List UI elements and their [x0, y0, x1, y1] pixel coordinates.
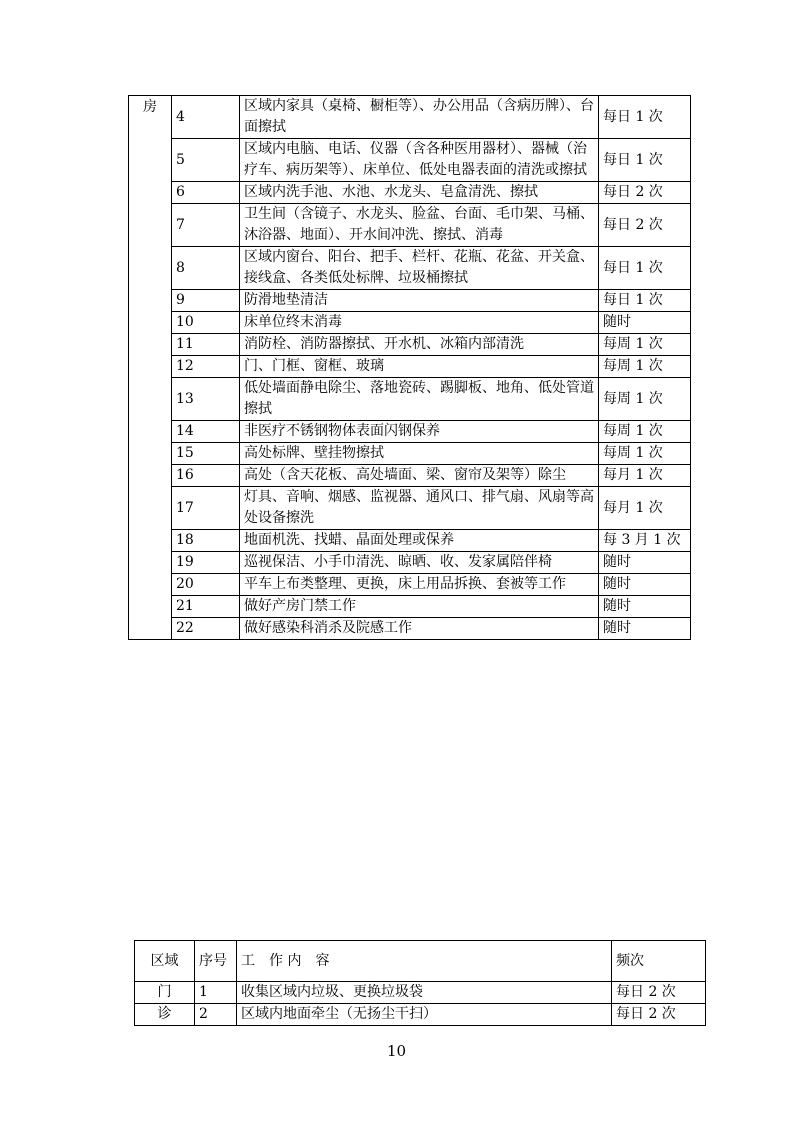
row-frequency: 每日 1 次 — [599, 290, 691, 312]
table-row — [129, 96, 691, 139]
header-region: 区域 — [135, 941, 195, 982]
row-frequency: 随时 — [599, 618, 691, 640]
table-row — [129, 204, 691, 247]
region-cell: 房 — [129, 96, 172, 640]
row-frequency: 每周 1 次 — [599, 334, 691, 356]
row-number: 17 — [172, 487, 240, 530]
row-number: 6 — [172, 182, 240, 204]
row-number: 7 — [172, 204, 240, 247]
row-number: 12 — [172, 356, 240, 378]
header-content: 工 作 内 容 — [237, 941, 612, 982]
table-body — [129, 96, 691, 640]
row-content: 卫生间（含镜子、水龙头、脸盆、台面、毛巾架、马桶、沐浴器、地面）、开水间冲洗、擦拭、消毒 — [240, 204, 599, 247]
table-row — [129, 378, 691, 421]
row-number: 16 — [172, 465, 240, 487]
row-content: 防滑地垫清洁 — [240, 290, 599, 312]
row-frequency: 每日 1 次 — [599, 96, 691, 139]
table-row — [129, 356, 691, 378]
row-frequency: 每周 1 次 — [599, 443, 691, 465]
cleaning-schedule-table-ward — [128, 95, 691, 640]
row-frequency: 随时 — [599, 596, 691, 618]
row-number: 22 — [172, 618, 240, 640]
row-frequency: 每日 2 次 — [612, 982, 706, 1004]
table-body — [135, 941, 706, 1026]
header-number: 序号 — [195, 941, 237, 982]
table-row — [129, 290, 691, 312]
row-frequency: 随时 — [599, 552, 691, 574]
row-content: 区域内窗台、阳台、把手、栏杆、花瓶、花盆、开关盒、接线盒、各类低处标牌、垃圾桶擦拭 — [240, 247, 599, 290]
row-content: 做好感染科消杀及院感工作 — [240, 618, 599, 640]
region-cell: 门 — [135, 982, 195, 1004]
row-content: 巡视保洁、小手巾清洗、晾晒、收、发家属陪伴椅 — [240, 552, 599, 574]
row-frequency: 每日 2 次 — [612, 1004, 706, 1026]
cleaning-schedule-table-clinic — [134, 940, 706, 1026]
table-row — [129, 312, 691, 334]
row-number: 1 — [195, 982, 237, 1004]
row-number: 15 — [172, 443, 240, 465]
row-number: 5 — [172, 139, 240, 182]
row-content: 做好产房门禁工作 — [240, 596, 599, 618]
row-number: 21 — [172, 596, 240, 618]
table-row — [129, 182, 691, 204]
row-frequency: 每日 1 次 — [599, 139, 691, 182]
row-frequency: 每周 1 次 — [599, 378, 691, 421]
row-number: 18 — [172, 530, 240, 552]
row-number: 2 — [195, 1004, 237, 1026]
table-row — [129, 596, 691, 618]
row-content: 消防栓、消防器擦拭、开水机、冰箱内部清洗 — [240, 334, 599, 356]
row-content: 灯具、音响、烟感、监视器、通风口、排气扇、风扇等高处设备擦洗 — [240, 487, 599, 530]
row-frequency: 每月 1 次 — [599, 487, 691, 530]
row-frequency: 随时 — [599, 312, 691, 334]
row-frequency: 随时 — [599, 574, 691, 596]
row-content: 非医疗不锈钢物体表面闪钢保养 — [240, 421, 599, 443]
row-number: 8 — [172, 247, 240, 290]
row-frequency: 每日 1 次 — [599, 247, 691, 290]
row-content: 平车上布类整理、更换，床上用品拆换、套被等工作 — [240, 574, 599, 596]
page-number: 10 — [386, 1042, 407, 1060]
row-content: 收集区域内垃圾、更换垃圾袋 — [237, 982, 612, 1004]
row-content: 区域内地面牵尘（无扬尘干扫） — [237, 1004, 612, 1026]
row-frequency: 每周 1 次 — [599, 421, 691, 443]
table-row — [129, 487, 691, 530]
header-frequency: 频次 — [612, 941, 706, 982]
row-frequency: 每日 2 次 — [599, 182, 691, 204]
row-number: 9 — [172, 290, 240, 312]
row-number: 14 — [172, 421, 240, 443]
row-number: 13 — [172, 378, 240, 421]
row-content: 地面机洗、找蜡、晶面处理或保养 — [240, 530, 599, 552]
row-content: 高处标牌、壁挂物擦拭 — [240, 443, 599, 465]
row-content: 区域内电脑、电话、仪器（含各种医用器材）、器械（治疗车、病历架等）、床单位、低处电器表面的清洗或擦拭 — [240, 139, 599, 182]
table-row — [129, 334, 691, 356]
row-content: 低处墙面静电除尘、落地瓷砖、踢脚板、地角、低处管道擦拭 — [240, 378, 599, 421]
region-cell: 诊 — [135, 1004, 195, 1026]
row-content: 区域内家具（桌椅、橱柜等）、办公用品（含病历牌）、台面擦拭 — [240, 96, 599, 139]
table-row — [129, 574, 691, 596]
row-frequency: 每月 1 次 — [599, 465, 691, 487]
header-row — [135, 941, 706, 982]
row-number: 11 — [172, 334, 240, 356]
row-frequency: 每日 2 次 — [599, 204, 691, 247]
row-content: 床单位终末消毒 — [240, 312, 599, 334]
table-row — [135, 1004, 706, 1026]
table-row — [129, 465, 691, 487]
row-number: 10 — [172, 312, 240, 334]
table-row — [135, 982, 706, 1004]
row-number: 20 — [172, 574, 240, 596]
table-row — [129, 421, 691, 443]
table-row — [129, 530, 691, 552]
row-frequency: 每周 1 次 — [599, 356, 691, 378]
row-number: 4 — [172, 96, 240, 139]
row-number: 19 — [172, 552, 240, 574]
table-row — [129, 247, 691, 290]
table-row — [129, 139, 691, 182]
table-row — [129, 618, 691, 640]
table-row — [129, 443, 691, 465]
row-content: 区域内洗手池、水池、水龙头、皂盒清洗、擦拭 — [240, 182, 599, 204]
row-content: 门、门框、窗框、玻璃 — [240, 356, 599, 378]
row-content: 高处（含天花板、高处墙面、梁、窗帘及架等）除尘 — [240, 465, 599, 487]
table-row — [129, 552, 691, 574]
row-frequency: 每 3 月 1 次 — [599, 530, 691, 552]
